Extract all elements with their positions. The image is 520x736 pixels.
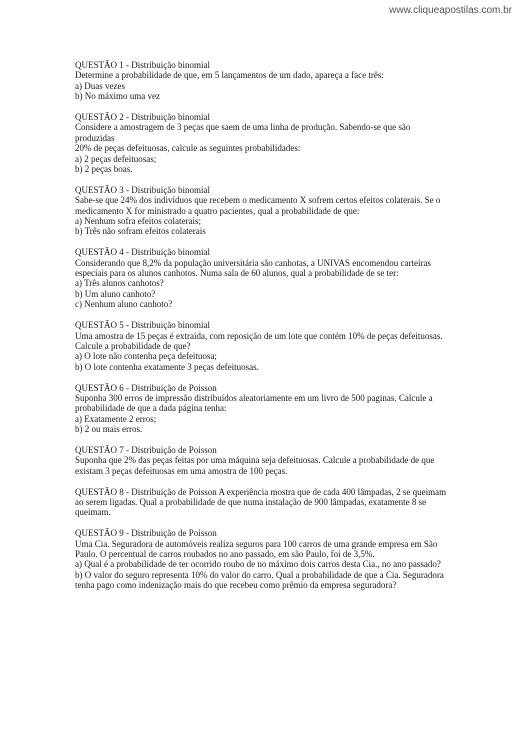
question-7 xyxy=(75,445,447,476)
question-line: Considerando que 8,2% da população universitária são canhotas, a UNIVAS encomendou carteiras especiais para os alunos canhotos. Numa sala de 60 alunos, qual a probabilidade de se ter: xyxy=(75,257,431,279)
question-title: QUESTÃO 6 - Distribuição de Poisson xyxy=(75,382,217,393)
question-line: a) Qual é a probabilidade de ter ocorrido roubo de no máximo dois carros desta Cia., no ano passado? xyxy=(75,559,441,570)
question-title: QUESTÃO 8 - Distribuição de Poisson A experiência mostra que de cada 400 lâmpadas, 2 se queimam ao serem ligadas. Qual a probabilidade de que numa instalação de 900 lâmpadas, exatamente 8 se queimam. xyxy=(75,486,447,518)
site-url: www.cliqueapostilas.com.br xyxy=(389,5,512,16)
question-line: b) No máximo uma vez xyxy=(75,91,160,102)
question-5 xyxy=(75,320,447,372)
question-title: QUESTÃO 3 - Distribuição binomial xyxy=(75,184,210,195)
question-9 xyxy=(75,528,447,590)
question-line: Determine a probabilidade de que, em 5 lançamentos de um dado, apareça a face três: xyxy=(75,70,384,81)
question-line: Uma amostra de 15 peças é extraída, com reposição de um lote que contém 10% de peças defeituosas. xyxy=(75,330,443,341)
question-title: QUESTÃO 9 - Distribuição de Poisson xyxy=(75,528,217,539)
question-line: b) O lote contenha exatamente 3 peças defeituosas. xyxy=(75,361,259,372)
question-line: c) Nenhum aluno canhoto? xyxy=(75,299,173,310)
question-line: a) Três alunos canhotos? xyxy=(75,278,164,289)
question-line: Suponha que 2% das peças feitas por uma máquina seja defeituosas. Calcule a probabilidade de que existam 3 peças defeituosas em uma amostra de 100 peças. xyxy=(75,455,435,476)
question-8 xyxy=(75,487,447,518)
question-line: a) Duas vezes xyxy=(75,80,125,91)
question-4 xyxy=(75,247,447,309)
question-6 xyxy=(75,383,447,435)
question-1 xyxy=(75,60,447,102)
question-3 xyxy=(75,185,447,237)
question-line: Calcule a probabilidade de que? xyxy=(75,340,191,351)
question-line: Sabe-se que 24% dos indivíduos que recebem o medicamento X sofrem certos efeitos colaterais. Se o medicamento X for ministrado a quatro pacientes, qual a probabilidade de que: xyxy=(75,195,441,216)
question-line: a) 2 peças defeituosas; xyxy=(75,153,157,164)
question-title: QUESTÃO 5 - Distribuição binomial xyxy=(75,320,210,331)
question-line: b) 2 ou mais erros. xyxy=(75,424,143,435)
question-line: b) 2 peças boas. xyxy=(75,164,133,175)
question-title: QUESTÃO 7 - Distribuição de Poisson xyxy=(75,444,217,455)
question-line: a) Nenhum sofra efeitos colaterais; xyxy=(75,216,201,227)
question-title: QUESTÃO 2 - Distribuição binomial xyxy=(75,112,210,123)
question-title: QUESTÃO 1 - Distribuição binomial xyxy=(75,60,210,70)
question-line: Considere a amostragem de 3 peças que saem de uma linha de produção. Sabendo-se que são produzidas xyxy=(75,122,411,143)
question-line: a) Exatamente 2 erros; xyxy=(75,413,157,424)
question-line: b) Um aluno canhoto? xyxy=(75,288,156,299)
question-line: b) O valor do seguro representa 10% do valor do carro. Qual a probabilidade de que a Cia. Seguradora tenha pago como indenização mais do que recebeu como prêmio da empresa seguradora? xyxy=(75,569,444,591)
question-title: QUESTÃO 4 - Distribuição binomial xyxy=(75,247,210,258)
question-line: Suponha 300 erros de impressão distribuídos aleatoriamente em um livro de 500 paginas. Calcule a probabilidade de que a dada página tenha: xyxy=(75,392,433,414)
question-line: b) Três não sofram efeitos colaterais xyxy=(75,226,206,237)
question-line: 20% de peças defeituosas, calcule as seguintes probabilidades: xyxy=(75,143,301,154)
question-line: Uma Cia. Seguradora de automóveis realiza seguros para 100 carros de uma grande empresa em São Paulo. O percentual de carros roubados no ano passado, em são Paulo, foi de 3,5%. xyxy=(75,538,438,559)
question-line: a) O lote não contenha peça defeituosa; xyxy=(75,351,217,362)
document-body xyxy=(75,60,447,601)
question-2 xyxy=(75,112,447,174)
